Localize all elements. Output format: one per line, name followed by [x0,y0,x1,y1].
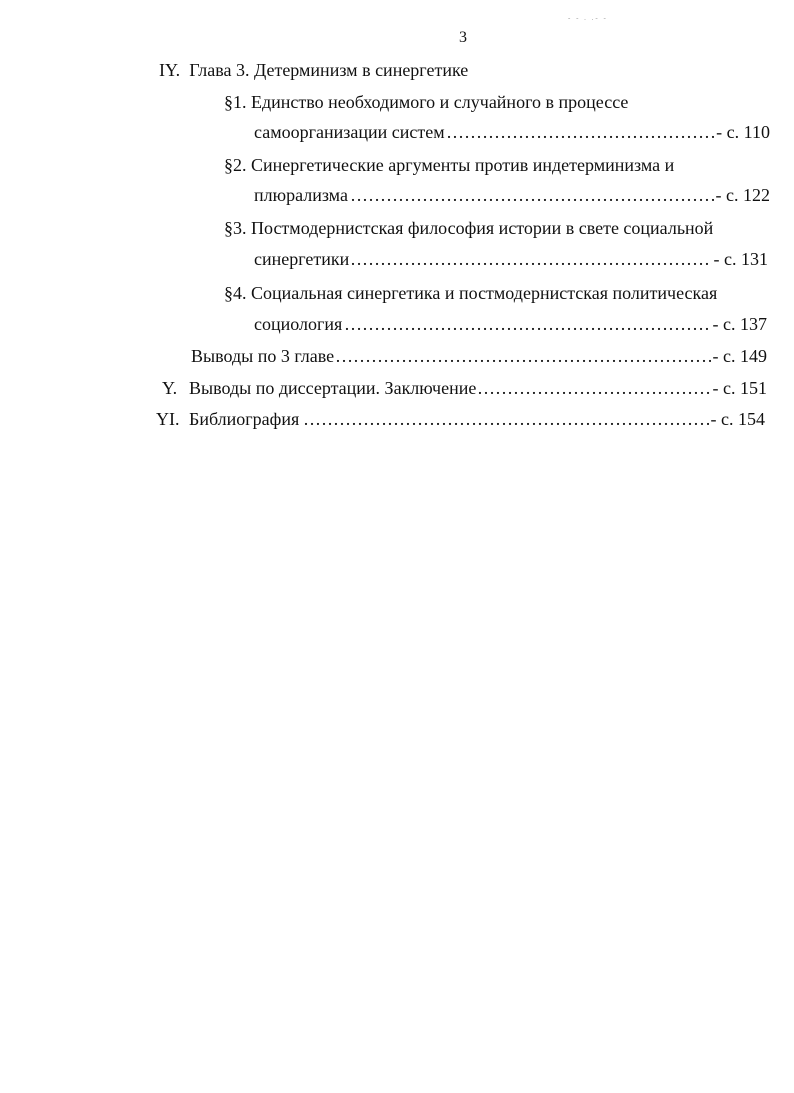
scan-mark: - - . .- - [568,14,608,22]
chapter-roman: IY. [159,60,181,80]
section-1-entry [254,121,770,143]
section-2-entry [254,184,770,206]
chapter-conclusion-page: - с. 149 [712,346,767,366]
conclusion-page: - с. 151 [712,378,767,398]
section-2-title-line2: плюрализма [254,185,348,205]
section-3-title-line2: синергетики [254,249,350,269]
section-3-title-line1: §3. Постмодернистская философия истории в свете социальной [224,218,714,238]
section-1-title-line1: §1. Единство необходимого и случайного в процессе [224,92,629,112]
section-1-title-line2: самоорганизации систем [254,122,445,142]
bibliography-roman: YI. [156,409,180,429]
bibliography-title: Библиография [189,409,300,429]
chapter-heading [159,59,468,81]
section-2-page: - с. 122 [715,185,770,205]
bibliography-entry [189,408,765,430]
section-1-page: - с. 110 [716,122,770,142]
chapter-title: Глава 3. Детерминизм в синергетике [189,60,469,80]
chapter-conclusion-title: Выводы по 3 главе [191,346,335,366]
bibliography-page: - с. 154 [710,409,765,429]
section-3-page: - с. 131 [713,249,768,269]
chapter-conclusion-entry [191,345,767,367]
section-2-title-line1: §2. Синергетические аргументы против индетерминизма и [224,155,675,175]
section-4-entry [254,313,767,335]
conclusion-title: Выводы по диссертации. Заключение [189,378,477,398]
section-4-title-line2: социология [254,314,343,334]
conclusion-entry [189,377,767,399]
section-3-entry [254,248,768,270]
page-number: 3 [459,29,467,46]
section-4-title-line1: §4. Социальная синергетика и постмодернистская политическая [224,283,718,303]
section-4-page: - с. 137 [712,314,767,334]
conclusion-roman: Y. [162,378,178,398]
